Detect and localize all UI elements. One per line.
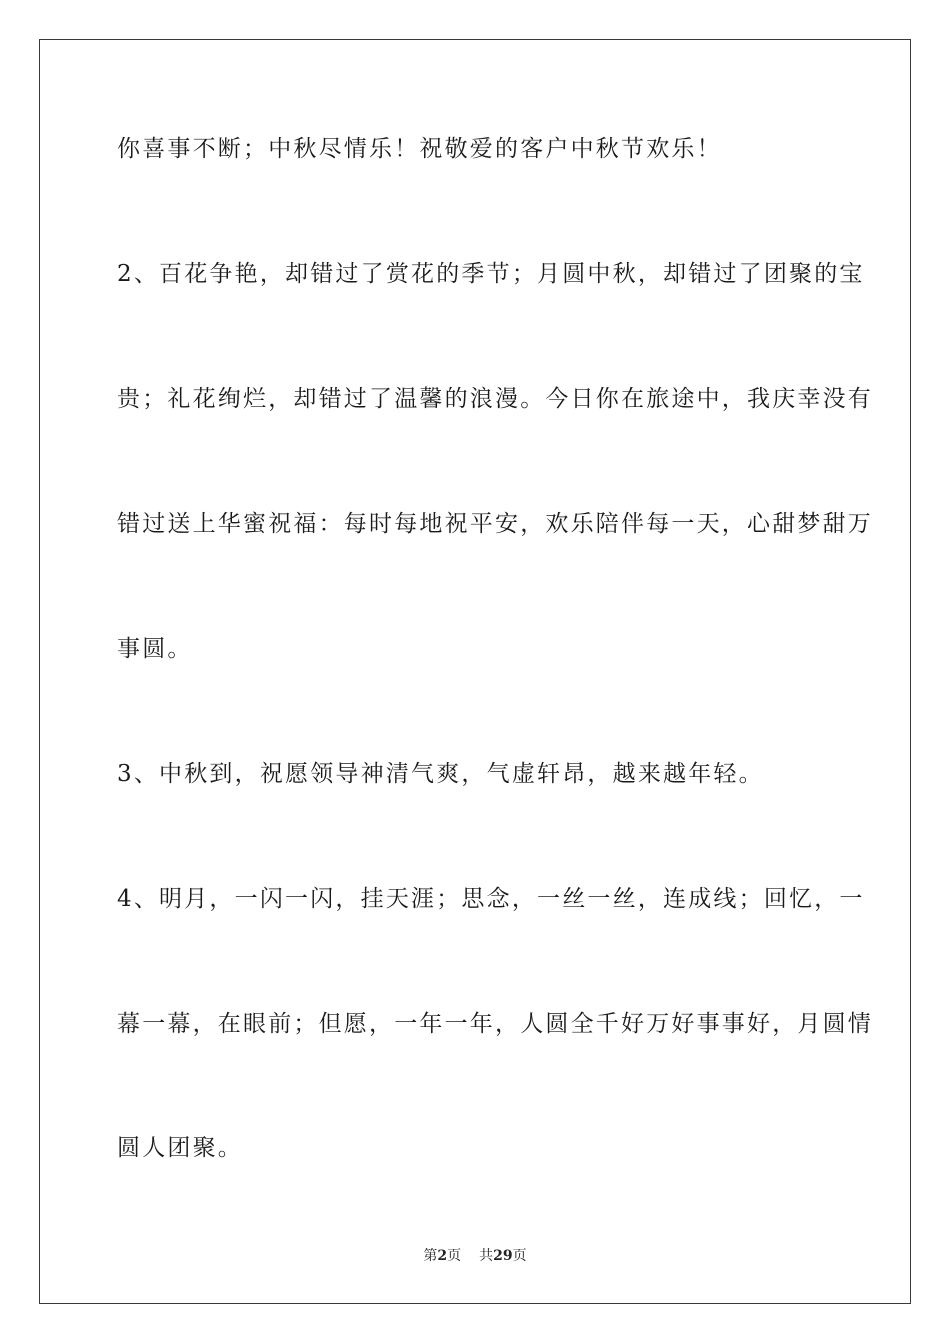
text-line: 错过送上华蜜祝福：每时每地祝平安，欢乐陪伴每一天，心甜梦甜万	[117, 511, 873, 537]
page-number: 2	[437, 1248, 448, 1264]
page-footer	[0, 1247, 950, 1265]
page-label-prefix: 第	[423, 1248, 438, 1264]
text-line: 4、明月，一闪一闪，挂天涯；思念，一丝一丝，连成线；回忆，一	[117, 886, 865, 912]
total-label-prefix: 共	[479, 1248, 494, 1264]
total-pages: 29	[493, 1248, 513, 1264]
text-line: 事圆。	[117, 636, 193, 662]
text-line: 你喜事不断；中秋尽情乐！祝敬爱的客户中秋节欢乐！	[117, 136, 722, 162]
text-line: 幕一幕，在眼前；但愿，一年一年，人圆全千好万好事事好，月圆情	[117, 1011, 873, 1037]
total-label-suffix: 页	[512, 1248, 527, 1264]
text-line: 2、百花争艳，却错过了赏花的季节；月圆中秋，却错过了团聚的宝	[117, 261, 865, 287]
page-border	[39, 39, 911, 1304]
text-line: 3、中秋到，祝愿领导神清气爽，气虚轩昂，越来越年轻。	[117, 761, 764, 787]
page-label-suffix: 页	[447, 1248, 462, 1264]
text-line: 圆人团聚。	[117, 1135, 243, 1161]
text-line: 贵；礼花绚烂，却错过了温馨的浪漫。今日你在旅途中，我庆幸没有	[117, 386, 873, 412]
